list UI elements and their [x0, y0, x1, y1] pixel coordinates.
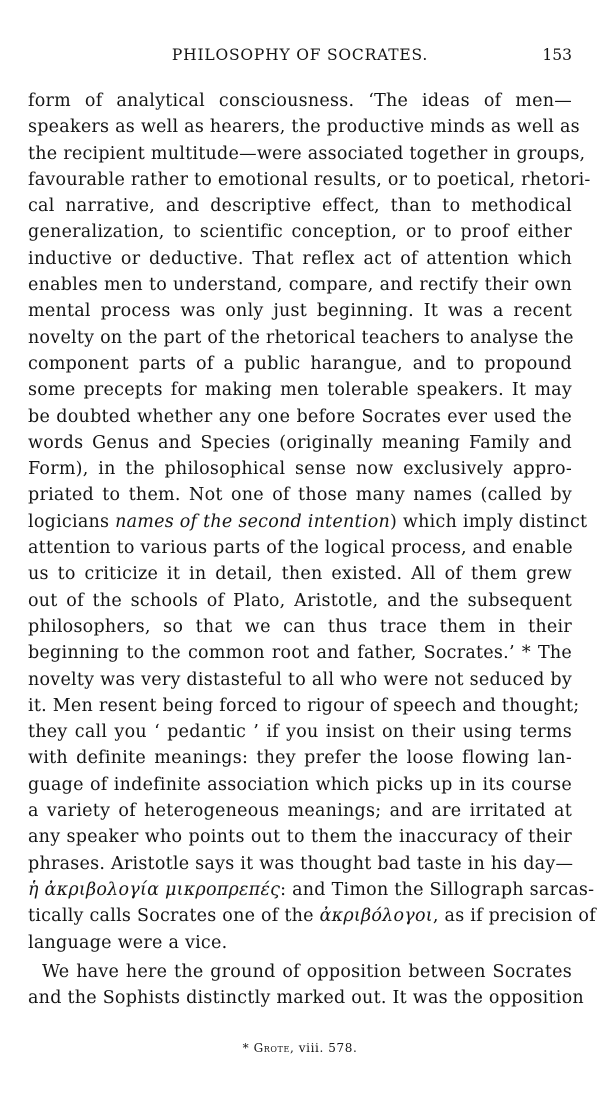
text-line: with definite meanings: they prefer the loose flowing lan- [28, 748, 572, 769]
text-segment: logicians [28, 511, 116, 532]
text-line: any speaker who points out to them the inaccuracy of their [28, 827, 572, 848]
text-line: language were a vice. [28, 932, 228, 953]
page-number: 153 [542, 46, 572, 64]
text-line: phrases. Aristotle says it was thought bad taste in his day— [28, 853, 574, 874]
paragraph-2 [28, 959, 584, 1012]
text-line: Form), in the philosophical sense now exclusively appro- [28, 459, 572, 480]
italic-term: names of the second intention [115, 511, 390, 532]
text-line: it. Men resent being forced to rigour of speech and thought; [28, 695, 580, 716]
text-line-with-greek [28, 877, 595, 903]
text-line: We have here the ground of opposition between Socrates [42, 961, 572, 982]
text-line: enables men to understand, compare, and rectify their own [28, 275, 572, 296]
text-line: attention to various parts of the logical process, and enable [28, 538, 573, 559]
text-line: and the Sophists distinctly marked out. It was the opposition [28, 988, 584, 1009]
text-line: out of the schools of Plato, Aristotle, and the subsequent [28, 590, 572, 611]
text-line: a variety of heterogeneous meanings; and are irritated at [28, 801, 572, 822]
text-line: be doubted whether any one before Socrates ever used the [28, 406, 572, 427]
text-line: generalization, to scientific conception, or to proof either [28, 222, 572, 243]
text-line: the recipient multitude—were associated together in groups, [28, 143, 586, 164]
text-line: some precepts for making men tolerable speakers. It may [28, 380, 572, 401]
text-segment: tically calls Socrates one of the [28, 906, 320, 927]
text-line: priated to them. Not one of those many names (called by [28, 485, 572, 506]
text-line: component parts of a public harangue, and to propound [28, 353, 572, 374]
text-line: us to criticize it in detail, then existed. All of them grew [28, 564, 572, 585]
text-line: words Genus and Species (originally meaning Family and [28, 432, 572, 453]
running-title: PHILOSOPHY OF SOCRATES. [171, 46, 429, 64]
text-line: speakers as well as hearers, the productive minds as well as [28, 117, 580, 138]
footnote-reference: , viii. 578. [289, 1041, 358, 1055]
text-line: guage of indefinite association which picks up in its course [28, 774, 572, 795]
text-line: novelty was very distasteful to all who were not seduced by [28, 669, 572, 690]
page-header [28, 46, 572, 74]
text-line: form of analytical consciousness. ‘The ideas of men— [28, 91, 572, 111]
body-text [28, 88, 596, 1011]
text-line: philosophers, so that we can thus trace them in their [28, 616, 572, 637]
text-line: inductive or deductive. That reflex act of attention which [28, 248, 572, 269]
text-line: cal narrative, and descriptive effect, than to methodical [28, 196, 572, 217]
text-line: mental process was only just beginning. It was a recent [28, 301, 572, 322]
footnote-marker: * [242, 1041, 250, 1055]
text-line-with-italic-term [28, 509, 588, 535]
paragraph-1 [28, 88, 596, 956]
text-segment: , as if precision of [432, 906, 596, 927]
footnote [0, 1041, 600, 1055]
text-line: favourable rather to emotional results, or to poetical, rhetori- [28, 169, 591, 190]
text-segment: : and Timon the Sillograph sarcas- [280, 879, 595, 900]
text-line: they call you ‘ pedantic ’ if you insist on their using terms [28, 722, 572, 743]
greek-phrase: ἡ ἀκριβολογία μικροπρεπές [28, 879, 281, 900]
text-line-with-greek [28, 903, 596, 929]
text-segment: ) which imply distinct [390, 511, 588, 532]
text-line: beginning to the common root and father, Socrates.’ * The [28, 643, 572, 664]
greek-word: ἀκριβόλογοι [319, 906, 433, 927]
footnote-author: Grote [253, 1041, 290, 1055]
text-line: novelty on the part of the rhetorical teachers to analyse the [28, 327, 574, 348]
